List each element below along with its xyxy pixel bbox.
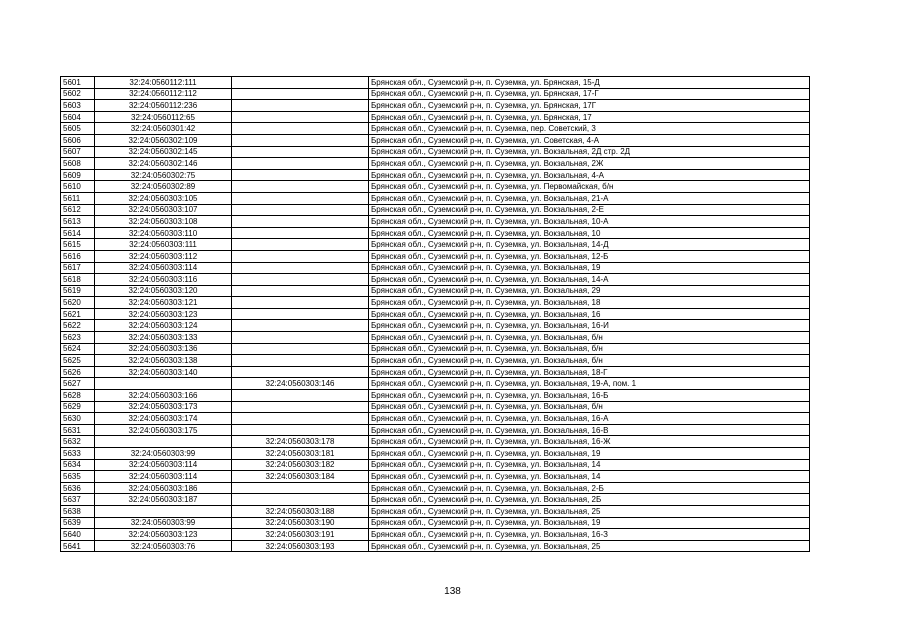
cadastral-number-cell: 32:24:0560303:116 xyxy=(95,274,232,286)
cadastral-number-cell: 32:24:0560303:187 xyxy=(95,494,232,506)
address-cell: Брянская обл., Суземский р-н, п. Суземка, ул. Вокзальная, б/н xyxy=(369,401,810,413)
row-number-cell: 5613 xyxy=(61,216,95,228)
table-row xyxy=(61,505,810,517)
table-row xyxy=(61,366,810,378)
related-cadastral-number-cell xyxy=(232,158,369,170)
table-row xyxy=(61,343,810,355)
table-row xyxy=(61,494,810,506)
related-cadastral-number-cell xyxy=(232,100,369,112)
cadastral-number-cell: 32:24:0560303:133 xyxy=(95,332,232,344)
cadastral-number-cell: 32:24:0560303:99 xyxy=(95,517,232,529)
table-row xyxy=(61,378,810,390)
row-number-cell: 5638 xyxy=(61,505,95,517)
address-cell: Брянская обл., Суземский р-н, п. Суземка, ул. Вокзальная, 14 xyxy=(369,459,810,471)
cadastral-number-cell: 32:24:0560303:114 xyxy=(95,262,232,274)
cadastral-number-cell: 32:24:0560303:114 xyxy=(95,459,232,471)
cadastral-number-cell: 32:24:0560303:105 xyxy=(95,192,232,204)
address-cell: Брянская обл., Суземский р-н, п. Суземка, ул. Вокзальная, 19 xyxy=(369,448,810,460)
row-number-cell: 5610 xyxy=(61,181,95,193)
table-row xyxy=(61,540,810,552)
cadastral-number-cell: 32:24:0560302:75 xyxy=(95,169,232,181)
address-cell: Брянская обл., Суземский р-н, п. Суземка, ул. Вокзальная, 2Б xyxy=(369,494,810,506)
row-number-cell: 5632 xyxy=(61,436,95,448)
address-cell: Брянская обл., Суземский р-н, п. Суземка, ул. Вокзальная, 16-И xyxy=(369,320,810,332)
related-cadastral-number-cell xyxy=(232,332,369,344)
related-cadastral-number-cell xyxy=(232,181,369,193)
cadastral-number-cell: 32:24:0560303:140 xyxy=(95,366,232,378)
cadastral-number-cell: 32:24:0560303:120 xyxy=(95,285,232,297)
related-cadastral-number-cell xyxy=(232,482,369,494)
row-number-cell: 5603 xyxy=(61,100,95,112)
cadastral-number-cell: 32:24:0560303:138 xyxy=(95,355,232,367)
row-number-cell: 5629 xyxy=(61,401,95,413)
cadastral-number-cell: 32:24:0560303:76 xyxy=(95,540,232,552)
row-number-cell: 5634 xyxy=(61,459,95,471)
table-row xyxy=(61,239,810,251)
row-number-cell: 5605 xyxy=(61,123,95,135)
row-number-cell: 5630 xyxy=(61,413,95,425)
related-cadastral-number-cell xyxy=(232,355,369,367)
address-cell: Брянская обл., Суземский р-н, п. Суземка, ул. Вокзальная, 4-А xyxy=(369,169,810,181)
related-cadastral-number-cell xyxy=(232,366,369,378)
cadastral-number-cell: 32:24:0560303:186 xyxy=(95,482,232,494)
table-row xyxy=(61,262,810,274)
row-number-cell: 5635 xyxy=(61,471,95,483)
row-number-cell: 5631 xyxy=(61,424,95,436)
address-cell: Брянская обл., Суземский р-н, п. Суземка, ул. Брянская, 15-Д xyxy=(369,77,810,89)
table-row xyxy=(61,390,810,402)
cadastral-number-cell: 32:24:0560303:175 xyxy=(95,424,232,436)
row-number-cell: 5619 xyxy=(61,285,95,297)
table-row xyxy=(61,216,810,228)
table-row xyxy=(61,482,810,494)
address-cell: Брянская обл., Суземский р-н, п. Суземка, ул. Вокзальная, 19 xyxy=(369,517,810,529)
row-number-cell: 5639 xyxy=(61,517,95,529)
cadastral-number-cell: 32:24:0560112:112 xyxy=(95,88,232,100)
property-table xyxy=(60,76,810,552)
row-number-cell: 5620 xyxy=(61,297,95,309)
table-row xyxy=(61,146,810,158)
table-row xyxy=(61,448,810,460)
table-row xyxy=(61,529,810,541)
table-row xyxy=(61,459,810,471)
cadastral-number-cell: 32:24:0560303:108 xyxy=(95,216,232,228)
related-cadastral-number-cell: 32:24:0560303:181 xyxy=(232,448,369,460)
address-cell: Брянская обл., Суземский р-н, п. Суземка, ул. Вокзальная, 21-А xyxy=(369,192,810,204)
related-cadastral-number-cell xyxy=(232,320,369,332)
cadastral-number-cell xyxy=(95,378,232,390)
cadastral-number-cell: 32:24:0560303:136 xyxy=(95,343,232,355)
cadastral-number-cell: 32:24:0560303:121 xyxy=(95,297,232,309)
cadastral-number-cell: 32:24:0560302:145 xyxy=(95,146,232,158)
table-row xyxy=(61,204,810,216)
table-row xyxy=(61,250,810,262)
address-cell: Брянская обл., Суземский р-н, п. Суземка, ул. Первомайская, б/н xyxy=(369,181,810,193)
address-cell: Брянская обл., Суземский р-н, п. Суземка, ул. Вокзальная, 10-А xyxy=(369,216,810,228)
row-number-cell: 5612 xyxy=(61,204,95,216)
related-cadastral-number-cell xyxy=(232,216,369,228)
related-cadastral-number-cell xyxy=(232,262,369,274)
cadastral-number-cell: 32:24:0560303:111 xyxy=(95,239,232,251)
row-number-cell: 5618 xyxy=(61,274,95,286)
table-row xyxy=(61,274,810,286)
row-number-cell: 5617 xyxy=(61,262,95,274)
address-cell: Брянская обл., Суземский р-н, п. Суземка, ул. Вокзальная, 14 xyxy=(369,471,810,483)
row-number-cell: 5636 xyxy=(61,482,95,494)
related-cadastral-number-cell xyxy=(232,146,369,158)
related-cadastral-number-cell: 32:24:0560303:184 xyxy=(232,471,369,483)
address-cell: Брянская обл., Суземский р-н, п. Суземка, ул. Вокзальная, 16 xyxy=(369,308,810,320)
related-cadastral-number-cell xyxy=(232,111,369,123)
table-row xyxy=(61,77,810,89)
address-cell: Брянская обл., Суземский р-н, п. Суземка, ул. Брянская, 17 xyxy=(369,111,810,123)
table-row xyxy=(61,320,810,332)
row-number-cell: 5604 xyxy=(61,111,95,123)
related-cadastral-number-cell xyxy=(232,274,369,286)
related-cadastral-number-cell xyxy=(232,343,369,355)
address-cell: Брянская обл., Суземский р-н, п. Суземка, ул. Вокзальная, 2Д стр. 2Д xyxy=(369,146,810,158)
related-cadastral-number-cell xyxy=(232,250,369,262)
cadastral-number-cell: 32:24:0560302:89 xyxy=(95,181,232,193)
related-cadastral-number-cell xyxy=(232,424,369,436)
related-cadastral-number-cell xyxy=(232,123,369,135)
table-row xyxy=(61,424,810,436)
address-cell: Брянская обл., Суземский р-н, п. Суземка, ул. Вокзальная, 19-А, пом. 1 xyxy=(369,378,810,390)
address-cell: Брянская обл., Суземский р-н, п. Суземка, ул. Вокзальная, 12-Б xyxy=(369,250,810,262)
table-row xyxy=(61,436,810,448)
related-cadastral-number-cell xyxy=(232,297,369,309)
row-number-cell: 5622 xyxy=(61,320,95,332)
related-cadastral-number-cell xyxy=(232,285,369,297)
related-cadastral-number-cell xyxy=(232,401,369,413)
row-number-cell: 5637 xyxy=(61,494,95,506)
address-cell: Брянская обл., Суземский р-н, п. Суземка, ул. Вокзальная, 18-Г xyxy=(369,366,810,378)
row-number-cell: 5627 xyxy=(61,378,95,390)
related-cadastral-number-cell: 32:24:0560303:182 xyxy=(232,459,369,471)
cadastral-number-cell: 32:24:0560302:109 xyxy=(95,134,232,146)
cadastral-number-cell: 32:24:0560303:123 xyxy=(95,308,232,320)
table-row xyxy=(61,308,810,320)
cadastral-number-cell: 32:24:0560303:124 xyxy=(95,320,232,332)
related-cadastral-number-cell xyxy=(232,413,369,425)
address-cell: Брянская обл., Суземский р-н, п. Суземка, ул. Вокзальная, б/н xyxy=(369,343,810,355)
table-row xyxy=(61,285,810,297)
row-number-cell: 5601 xyxy=(61,77,95,89)
related-cadastral-number-cell xyxy=(232,494,369,506)
cadastral-number-cell: 32:24:0560303:166 xyxy=(95,390,232,402)
related-cadastral-number-cell: 32:24:0560303:178 xyxy=(232,436,369,448)
address-cell: Брянская обл., Суземский р-н, п. Суземка, ул. Брянская, 17Г xyxy=(369,100,810,112)
address-cell: Брянская обл., Суземский р-н, п. Суземка, ул. Вокзальная, 25 xyxy=(369,540,810,552)
address-cell: Брянская обл., Суземский р-н, п. Суземка, ул. Вокзальная, 16-Б xyxy=(369,390,810,402)
table-row xyxy=(61,297,810,309)
row-number-cell: 5625 xyxy=(61,355,95,367)
row-number-cell: 5624 xyxy=(61,343,95,355)
row-number-cell: 5628 xyxy=(61,390,95,402)
address-cell: Брянская обл., Суземский р-н, п. Суземка, ул. Вокзальная, б/н xyxy=(369,355,810,367)
table-row xyxy=(61,158,810,170)
address-cell: Брянская обл., Суземский р-н, п. Суземка, ул. Брянская, 17-Г xyxy=(369,88,810,100)
cadastral-number-cell: 32:24:0560303:107 xyxy=(95,204,232,216)
row-number-cell: 5611 xyxy=(61,192,95,204)
row-number-cell: 5602 xyxy=(61,88,95,100)
table-row xyxy=(61,332,810,344)
cadastral-number-cell: 32:24:0560303:110 xyxy=(95,227,232,239)
related-cadastral-number-cell xyxy=(232,88,369,100)
row-number-cell: 5623 xyxy=(61,332,95,344)
cadastral-number-cell: 32:24:0560303:173 xyxy=(95,401,232,413)
row-number-cell: 5615 xyxy=(61,239,95,251)
related-cadastral-number-cell xyxy=(232,77,369,89)
cadastral-number-cell: 32:24:0560301:42 xyxy=(95,123,232,135)
row-number-cell: 5616 xyxy=(61,250,95,262)
cadastral-number-cell xyxy=(95,436,232,448)
address-cell: Брянская обл., Суземский р-н, п. Суземка, ул. Вокзальная, 29 xyxy=(369,285,810,297)
table-row xyxy=(61,181,810,193)
table-row xyxy=(61,111,810,123)
cadastral-number-cell: 32:24:0560303:112 xyxy=(95,250,232,262)
address-cell: Брянская обл., Суземский р-н, п. Суземка, пер. Советский, 3 xyxy=(369,123,810,135)
address-cell: Брянская обл., Суземский р-н, п. Суземка, ул. Вокзальная, 18 xyxy=(369,297,810,309)
table-row xyxy=(61,401,810,413)
address-cell: Брянская обл., Суземский р-н, п. Суземка, ул. Вокзальная, 14-А xyxy=(369,274,810,286)
table-row xyxy=(61,134,810,146)
row-number-cell: 5609 xyxy=(61,169,95,181)
related-cadastral-number-cell xyxy=(232,308,369,320)
address-cell: Брянская обл., Суземский р-н, п. Суземка, ул. Вокзальная, 10 xyxy=(369,227,810,239)
address-cell: Брянская обл., Суземский р-н, п. Суземка, ул. Вокзальная, 19 xyxy=(369,262,810,274)
table-row xyxy=(61,192,810,204)
address-cell: Брянская обл., Суземский р-н, п. Суземка, ул. Вокзальная, 16-Ж xyxy=(369,436,810,448)
address-cell: Брянская обл., Суземский р-н, п. Суземка, ул. Вокзальная, 2-Б xyxy=(369,482,810,494)
address-cell: Брянская обл., Суземский р-н, п. Суземка, ул. Вокзальная, б/н xyxy=(369,332,810,344)
cadastral-number-cell: 32:24:0560303:114 xyxy=(95,471,232,483)
table-row xyxy=(61,227,810,239)
table-row xyxy=(61,88,810,100)
row-number-cell: 5633 xyxy=(61,448,95,460)
table-row xyxy=(61,471,810,483)
address-cell: Брянская обл., Суземский р-н, п. Суземка, ул. Вокзальная, 16-В xyxy=(369,424,810,436)
cadastral-number-cell: 32:24:0560112:111 xyxy=(95,77,232,89)
related-cadastral-number-cell: 32:24:0560303:146 xyxy=(232,378,369,390)
address-cell: Брянская обл., Суземский р-н, п. Суземка, ул. Вокзальная, 16-З xyxy=(369,529,810,541)
cadastral-number-cell: 32:24:0560112:65 xyxy=(95,111,232,123)
address-cell: Брянская обл., Суземский р-н, п. Суземка, ул. Вокзальная, 2Ж xyxy=(369,158,810,170)
table-row xyxy=(61,355,810,367)
cadastral-number-cell: 32:24:0560112:236 xyxy=(95,100,232,112)
row-number-cell: 5614 xyxy=(61,227,95,239)
related-cadastral-number-cell: 32:24:0560303:191 xyxy=(232,529,369,541)
table-body xyxy=(61,77,810,552)
row-number-cell: 5606 xyxy=(61,134,95,146)
row-number-cell: 5621 xyxy=(61,308,95,320)
row-number-cell: 5608 xyxy=(61,158,95,170)
row-number-cell: 5626 xyxy=(61,366,95,378)
related-cadastral-number-cell: 32:24:0560303:188 xyxy=(232,505,369,517)
page-number: 138 xyxy=(444,586,461,597)
related-cadastral-number-cell: 32:24:0560303:193 xyxy=(232,540,369,552)
address-cell: Брянская обл., Суземский р-н, п. Суземка, ул. Вокзальная, 2-Е xyxy=(369,204,810,216)
cadastral-number-cell: 32:24:0560303:123 xyxy=(95,529,232,541)
address-cell: Брянская обл., Суземский р-н, п. Суземка, ул. Советская, 4-А xyxy=(369,134,810,146)
related-cadastral-number-cell: 32:24:0560303:190 xyxy=(232,517,369,529)
related-cadastral-number-cell xyxy=(232,192,369,204)
related-cadastral-number-cell xyxy=(232,390,369,402)
related-cadastral-number-cell xyxy=(232,239,369,251)
cadastral-number-cell: 32:24:0560303:174 xyxy=(95,413,232,425)
table-row xyxy=(61,413,810,425)
related-cadastral-number-cell xyxy=(232,204,369,216)
table-row xyxy=(61,100,810,112)
table-row xyxy=(61,123,810,135)
cadastral-number-cell: 32:24:0560303:99 xyxy=(95,448,232,460)
related-cadastral-number-cell xyxy=(232,227,369,239)
related-cadastral-number-cell xyxy=(232,169,369,181)
row-number-cell: 5607 xyxy=(61,146,95,158)
row-number-cell: 5641 xyxy=(61,540,95,552)
address-cell: Брянская обл., Суземский р-н, п. Суземка, ул. Вокзальная, 25 xyxy=(369,505,810,517)
related-cadastral-number-cell xyxy=(232,134,369,146)
address-cell: Брянская обл., Суземский р-н, п. Суземка, ул. Вокзальная, 14-Д xyxy=(369,239,810,251)
address-cell: Брянская обл., Суземский р-н, п. Суземка, ул. Вокзальная, 16-А xyxy=(369,413,810,425)
cadastral-number-cell xyxy=(95,505,232,517)
cadastral-number-cell: 32:24:0560302:146 xyxy=(95,158,232,170)
table-row xyxy=(61,169,810,181)
row-number-cell: 5640 xyxy=(61,529,95,541)
table-row xyxy=(61,517,810,529)
